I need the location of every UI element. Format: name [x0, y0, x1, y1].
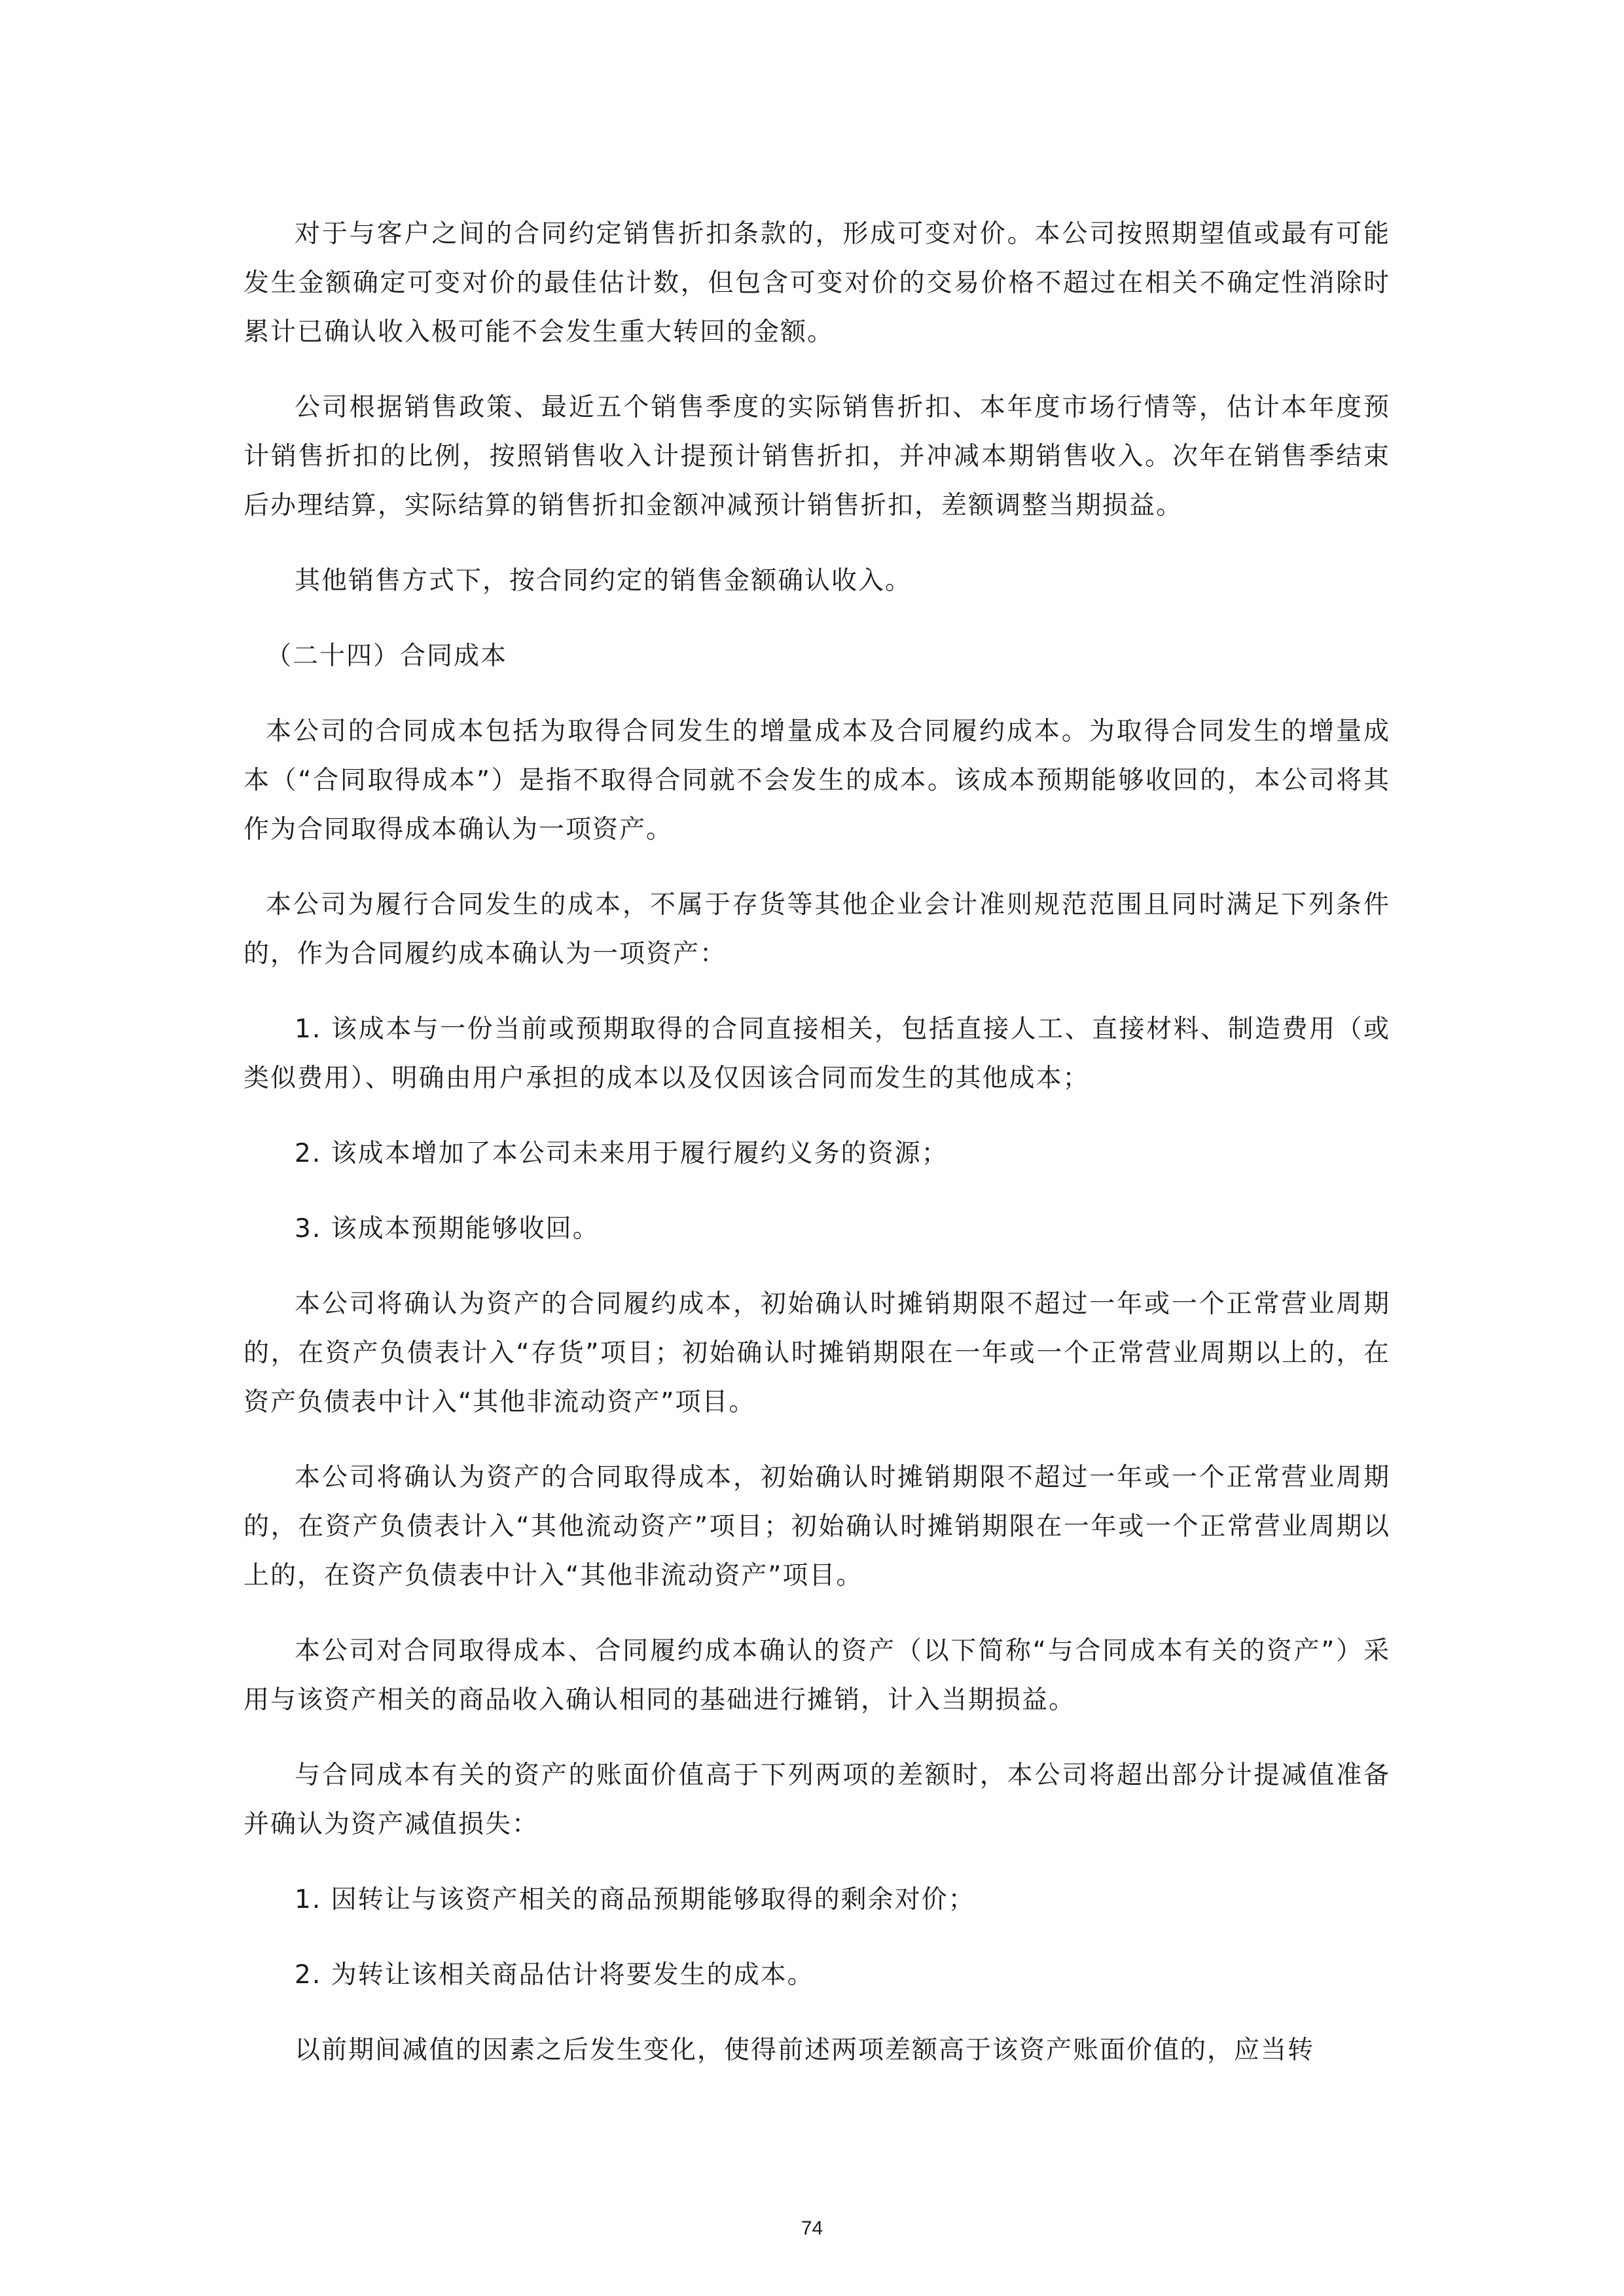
paragraph-contract-cost-definition: 本公司的合同成本包括为取得合同发生的增量成本及合同履约成本。为取得合同发生的增量成本（“合同取得成本”）是指不取得合同就不会发生的成本。该成本预期能够收回的，本公司将其作为合同取得成本确认为一项资产。 — [244, 717, 1390, 844]
paragraph-sales-discount-estimate: 公司根据销售政策、最近五个销售季度的实际销售折扣、本年度市场行情等，估计本年度预计销售折扣的比例，按照销售收入计提预计销售折扣，并冲减本期销售收入。次年在销售季结束后办理结算，实际结算的销售折扣金额冲减预计销售折扣，差额调整当期损益。 — [244, 393, 1390, 520]
page-number: 74 — [801, 2217, 823, 2239]
section-heading-contract-cost: （二十四）合同成本 — [266, 641, 508, 671]
paragraph-variable-consideration: 对于与客户之间的合同约定销售折扣条款的，形成可变对价。本公司按照期望值或最有可能发生金额确定可变对价的最佳估计数，但包含可变对价的交易价格不超过在相关不确定性消除时累计已确认收入极可能不会发生重大转回的金额。 — [244, 219, 1390, 347]
paragraph-amortization: 本公司对合同取得成本、合同履约成本确认的资产（以下简称“与合同成本有关的资产”）采用与该资产相关的商品收入确认相同的基础进行摊销，计入当期损益。 — [244, 1636, 1390, 1715]
paragraph-impairment: 与合同成本有关的资产的账面价值高于下列两项的差额时，本公司将超出部分计提减值准备并确认为资产减值损失： — [244, 1761, 1390, 1839]
paragraph-impairment-reversal: 以前期间减值的因素之后发生变化，使得前述两项差额高于该资产账面价值的，应当转 — [295, 2036, 1315, 2065]
page-body — [244, 209, 1390, 2101]
paragraph-other-sales: 其他销售方式下，按合同约定的销售金额确认收入。 — [295, 566, 912, 596]
list-item-condition-2: 2. 该成本增加了本公司未来用于履行履约义务的资源； — [295, 1139, 948, 1168]
paragraph-performance-cost-conditions: 本公司为履行合同发生的成本，不属于存货等其他企业会计准则规范范围且同时满足下列条件的，作为合同履约成本确认为一项资产： — [244, 890, 1390, 969]
list-item-condition-3: 3. 该成本预期能够收回。 — [295, 1214, 600, 1244]
list-item-impairment-1: 1. 因转让与该资产相关的商品预期能够取得的剩余对价； — [295, 1885, 975, 1914]
list-item-impairment-2: 2. 为转让该相关商品估计将要发生的成本。 — [295, 1960, 814, 1990]
paragraph-performance-cost-presentation: 本公司将确认为资产的合同履约成本，初始确认时摊销期限不超过一年或一个正常营业周期的，在资产负债表计入“存货”项目；初始确认时摊销期限在一年或一个正常营业周期以上的，在资产负债表中计入“其他非流动资产”项目。 — [244, 1289, 1390, 1417]
list-item-condition-1: 1. 该成本与一份当前或预期取得的合同直接相关，包括直接人工、直接材料、制造费用（或类似费用）、明确由用户承担的成本以及仅因该合同而发生的其他成本； — [244, 1014, 1390, 1093]
paragraph-acquisition-cost-presentation: 本公司将确认为资产的合同取得成本，初始确认时摊销期限不超过一年或一个正常营业周期的，在资产负债表计入“其他流动资产”项目；初始确认时摊销期限在一年或一个正常营业周期以上的，在资产负债表中计入“其他非流动资产”项目。 — [244, 1463, 1390, 1590]
